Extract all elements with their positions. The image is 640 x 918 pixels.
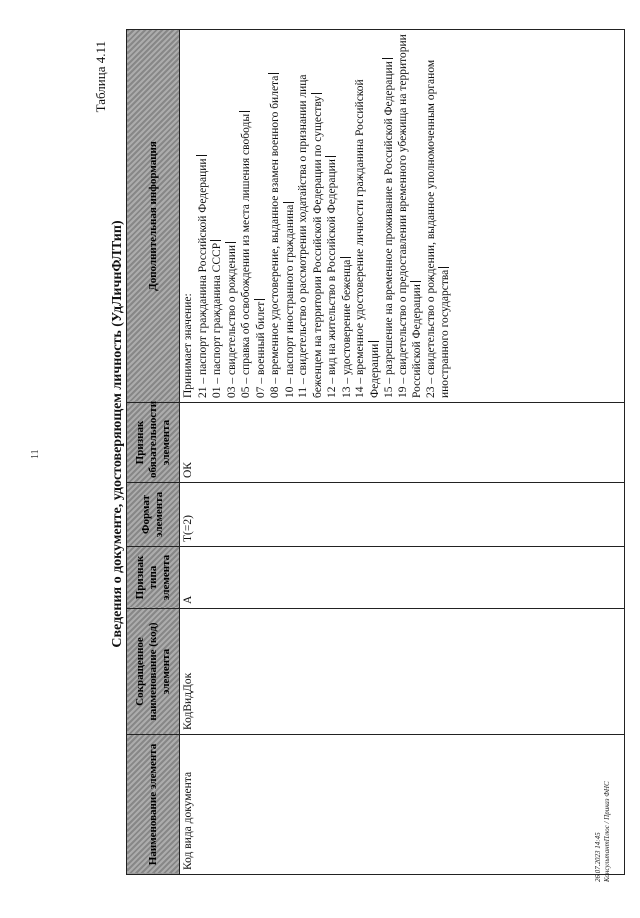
table-header-row	[127, 30, 180, 875]
list-item: 23 – свидетельство о рождении, выданное уполномоченным органом иностранного государства	[424, 59, 451, 398]
list-item: 05 – справка об освобождении из места лишения свободы	[239, 34, 254, 398]
footer-source: КонсультантПлюс / Приказ ФНС	[603, 781, 611, 882]
table-caption: Таблица 4.11	[93, 41, 108, 113]
cell-element-code: КодВидДок	[180, 609, 625, 735]
column-header-code: Сокращенное наименование (код) элемента	[127, 609, 180, 735]
info-intro: Принимает значение:	[182, 293, 194, 398]
list-item: 08 – временное удостоверение, выданное взамен военного билета	[268, 34, 283, 398]
code-values-list	[196, 34, 453, 398]
cell-element-format: T(=2)	[180, 483, 625, 547]
list-item: 10 – паспорт иностранного гражданина	[283, 34, 298, 398]
table-title: Сведения о документе, удостоверяющем личность (УдЛичнФЛТип)	[110, 220, 125, 648]
column-header-type: Признак типа элемента	[127, 547, 180, 609]
cell-element-required: ОК	[180, 403, 625, 483]
cell-additional-info	[180, 30, 625, 403]
list-item: 07 – военный билет	[254, 34, 269, 398]
page-number: 11	[30, 449, 41, 459]
list-item: 12 – вид на жительство в Российской Федерации	[325, 34, 340, 398]
list-item: 01 – паспорт гражданина СССР	[210, 34, 225, 398]
element-spec-table	[126, 29, 625, 875]
column-header-format: Формат элемента	[127, 483, 180, 547]
cell-element-type: А	[180, 547, 625, 609]
footer-timestamp: 26.07.2023 14:45	[594, 832, 602, 882]
footer-stamp	[594, 781, 612, 882]
list-item: 19 – свидетельство о предоставлении временного убежища на территории Российской Федерации	[396, 34, 423, 398]
list-item: 15 – разрешение на временное проживание в Российской Федерации	[382, 34, 397, 398]
column-header-info: Дополнительная информация	[127, 30, 180, 403]
column-header-name: Наименование элемента	[127, 735, 180, 875]
list-item: 11 – свидетельство о рассмотрении ходатайства о признании лица беженцем на территории Российской Федерации по существу	[297, 74, 324, 398]
cell-element-name: Код вида документа	[180, 735, 625, 875]
list-item: 21 – паспорт гражданина Российской Федерации	[196, 34, 211, 398]
list-item: 14 – временное удостоверение личности гражданина Российской Федерации	[354, 79, 381, 398]
column-header-required: Признак обязательности элемента	[127, 403, 180, 483]
table-row	[180, 30, 625, 875]
list-item: 03 – свидетельство о рождении	[225, 34, 240, 398]
list-item: 13 – удостоверение беженца	[340, 34, 355, 398]
